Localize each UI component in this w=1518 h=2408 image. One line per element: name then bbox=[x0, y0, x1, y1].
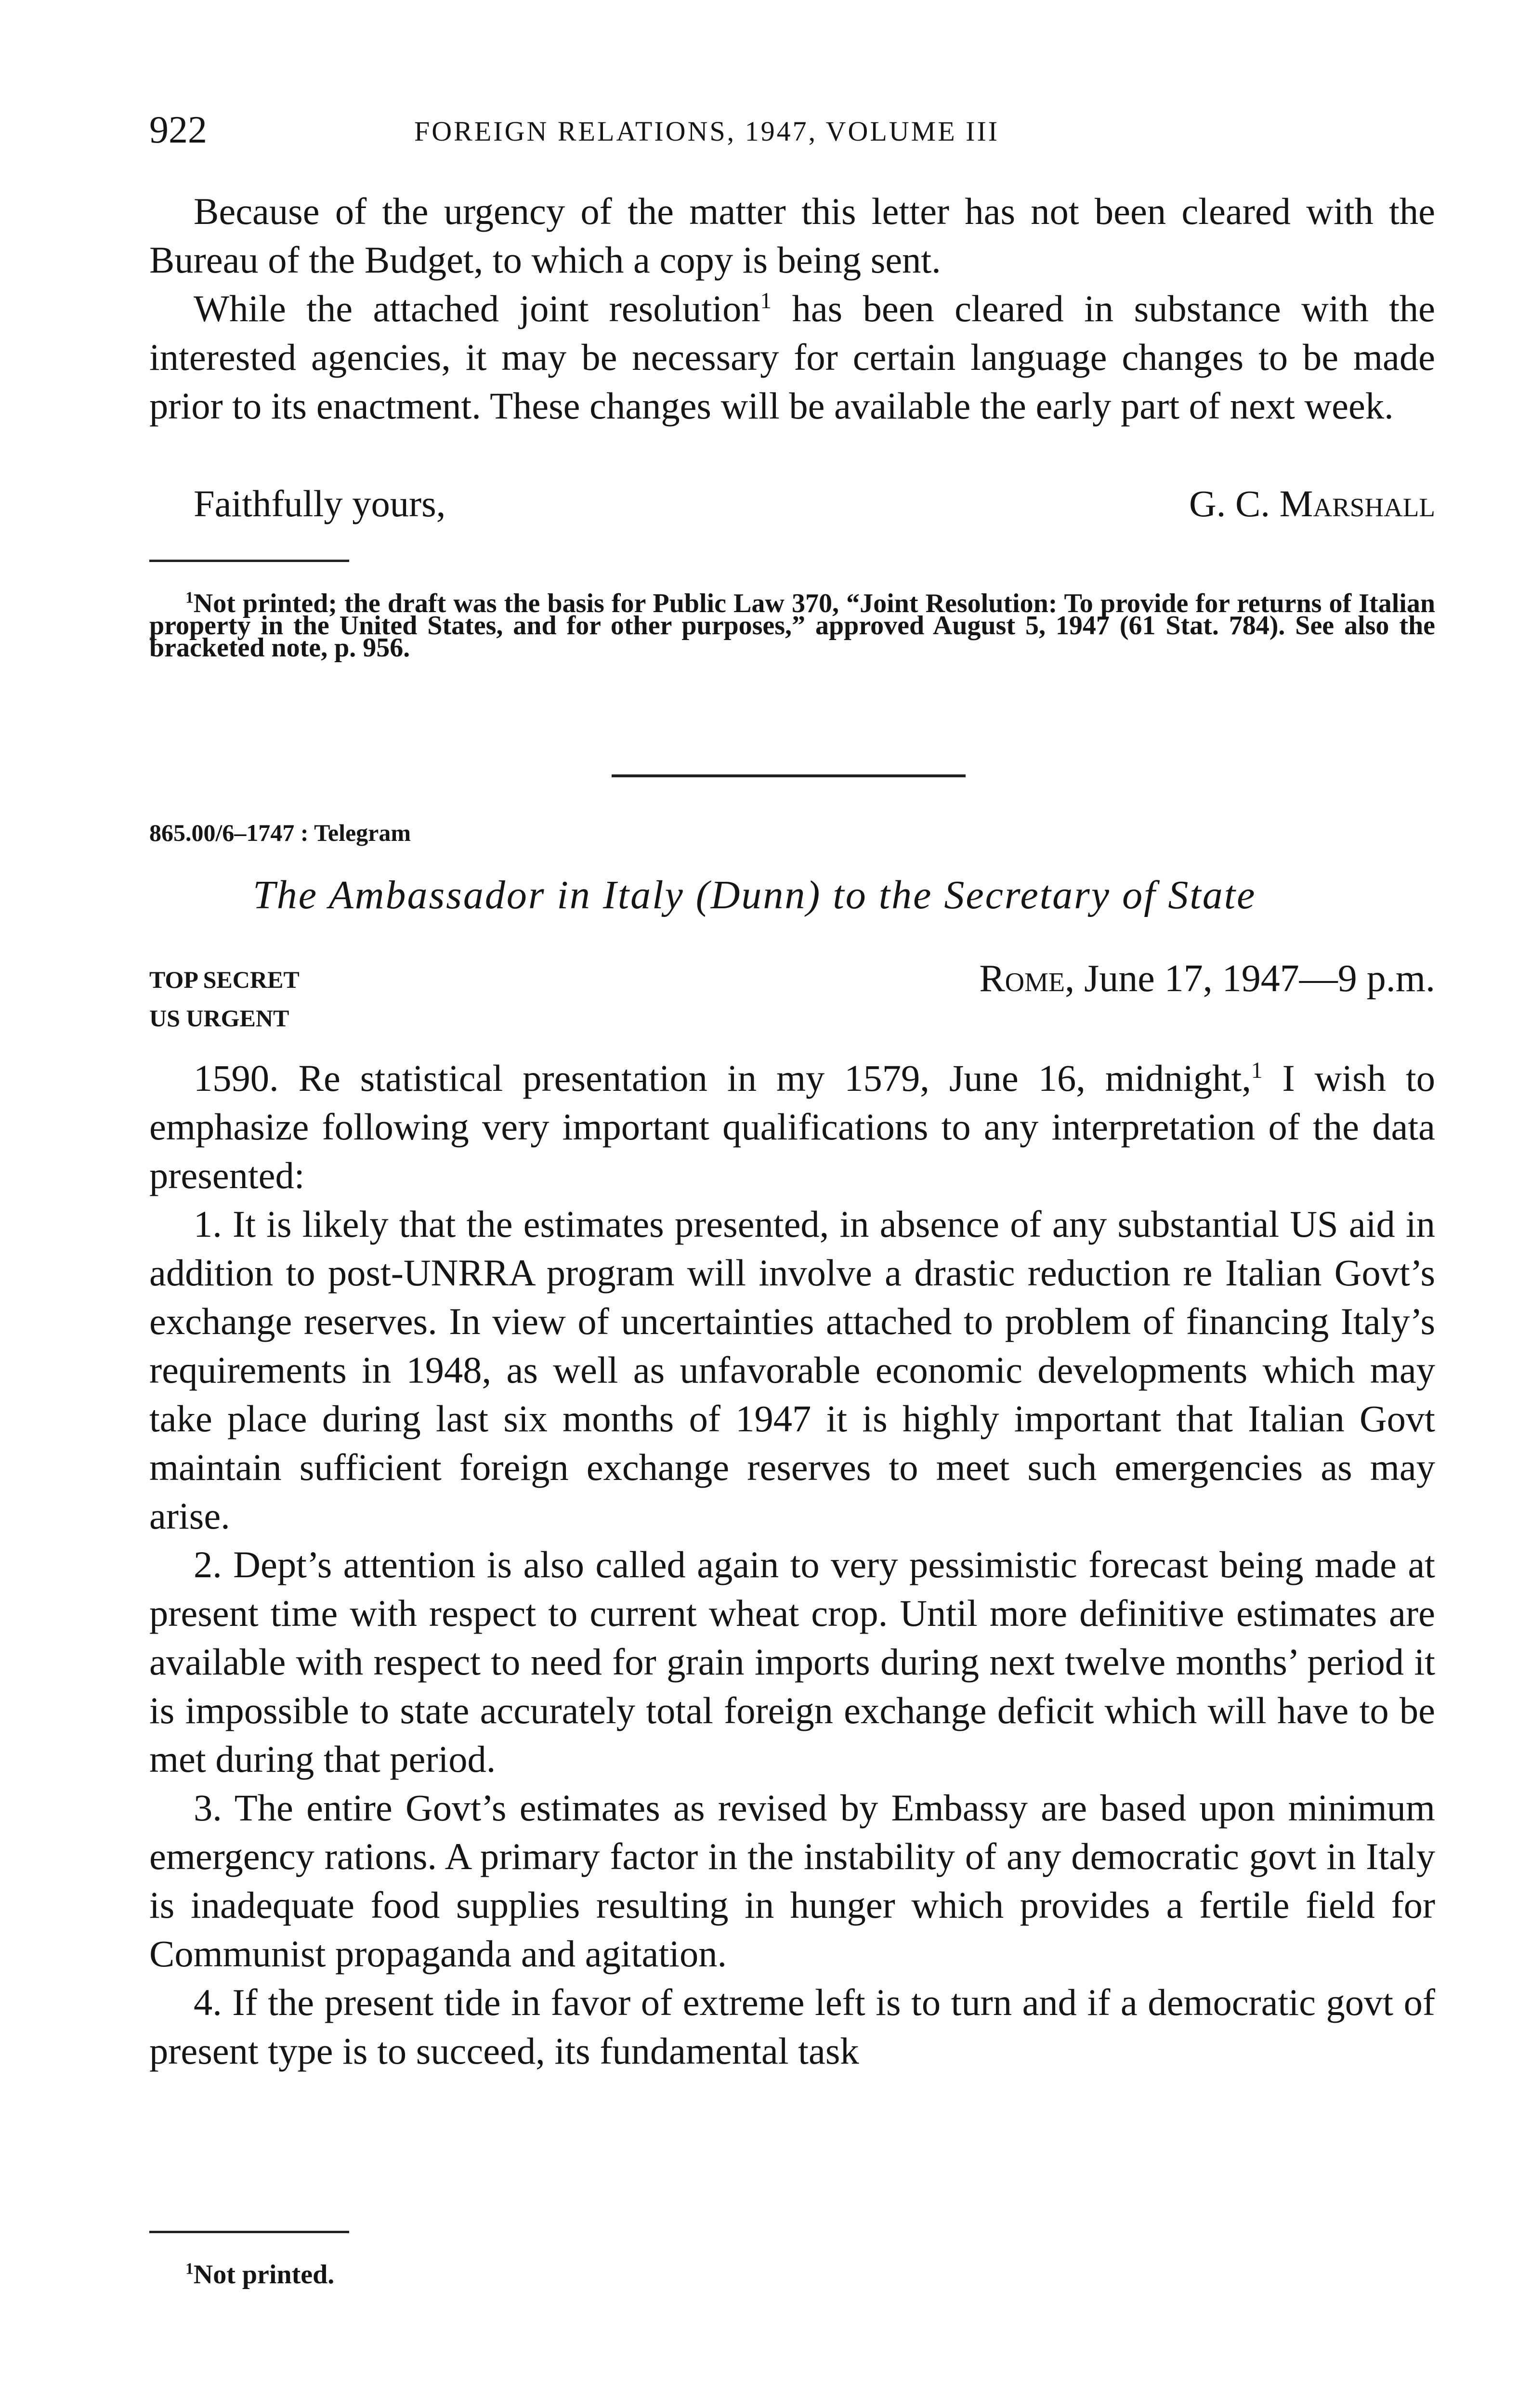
letter-footnote bbox=[149, 589, 1435, 663]
file-reference: 865.00/6–1747 : Telegram bbox=[149, 819, 411, 846]
telegram-point-4: 4. If the present tide in favor of extreme left is to turn and if a democratic govt of present type is to succeed, its fundamental task bbox=[149, 1981, 1435, 2072]
letter-paragraph: Because of the urgency of the matter this letter has not been cleared with the Bureau of the Budget, to which a copy is being sent. bbox=[149, 190, 1435, 281]
footnote-marker: 1 bbox=[760, 288, 772, 314]
complimentary-close: Faithfully yours, bbox=[194, 483, 446, 524]
document-title: The Ambassador in Italy (Dunn) to the Secretary of State bbox=[253, 873, 1256, 917]
telegram-footnote bbox=[149, 2260, 1435, 2290]
joint-resolution-sentence: While the attached joint resolution bbox=[194, 288, 760, 329]
letter-body bbox=[149, 187, 1435, 430]
classification-us-urgent: US URGENT bbox=[149, 1005, 289, 1032]
footnote-body: Not printed; the draft was the basis for Public Law 370, “Joint Resolution: To provide for returns of Italian property in the United States, and for other purposes,” approved August 5, 1947 (61 Stat. 784). See also the bracketed note, p. 956. bbox=[149, 589, 1435, 663]
footnote-marker: 1 bbox=[185, 589, 194, 607]
footnote-marker: 1 bbox=[185, 2260, 194, 2278]
section-divider bbox=[612, 774, 966, 777]
footnote-text bbox=[149, 2260, 1435, 2290]
page-number: 922 bbox=[149, 109, 207, 151]
intro-text: 1590. Re statistical presentation in my 1579, June 16, midnight, bbox=[194, 1057, 1251, 1099]
telegram-point-3: 3. The entire Govt’s estimates as revised by Embassy are based upon minimum emergency rations. A primary factor in the instability of any democratic govt in Italy is inadequate food supplies resulting in hunger which provides a fertile field for Communist propaganda and agitation. bbox=[149, 1787, 1435, 1975]
footnote-marker: 1 bbox=[1251, 1058, 1263, 1083]
footnote-rule bbox=[149, 2231, 349, 2233]
running-title: FOREIGN RELATIONS, 1947, VOLUME III bbox=[414, 116, 1000, 147]
footnote-body: Not printed. bbox=[193, 2260, 335, 2290]
footnote-text bbox=[149, 589, 1435, 663]
classification-top-secret: TOP SECRET bbox=[149, 966, 300, 993]
intro-rest: I wish to emphasize following very important qualifications to any interpretation of the data presented: bbox=[149, 1057, 1435, 1196]
signature-line bbox=[149, 479, 1435, 528]
telegram-point-1: 1. It is likely that the estimates presented, in absence of any substantial US aid in addition to post-UNRRA program will involve a drastic reduction re Italian Govt’s exchange reserves. In view of uncertainties attached to problem of financing Italy’s requirements in 1948, as well as unfavorable economic developments which may take place during last six months of 1947 it is highly important that Italian Govt maintain sufficient foreign exchange reserves to meet such emergencies as may arise. bbox=[149, 1203, 1435, 1537]
footnote-rule bbox=[149, 560, 349, 562]
telegram-body bbox=[149, 1054, 1435, 2075]
letter-paragraph bbox=[149, 284, 1435, 430]
telegram-intro bbox=[149, 1054, 1435, 1200]
dateline bbox=[979, 957, 1435, 1001]
dateline-date: , June 17, 1947—9 p.m. bbox=[1065, 957, 1435, 1000]
dateline-place: Rome bbox=[979, 957, 1065, 1000]
telegram-point-2: 2. Dept’s attention is also called again to very pessimistic forecast being made at present time with respect to current wheat crop. Until more definitive estimates are available with respect to need for grain imports during next twelve months’ period it is impossible to state accurately total foreign exchange deficit which will have to be met during that period. bbox=[149, 1544, 1435, 1780]
running-head bbox=[149, 108, 1435, 152]
joint-resolution-sentence-rest: has been cleared in substance with the interested agencies, it may be necessary for certain language changes to be made prior to its enactment. These changes will be available the early part of next week. bbox=[149, 288, 1435, 427]
signature: G. C. Marshall bbox=[1189, 483, 1435, 524]
